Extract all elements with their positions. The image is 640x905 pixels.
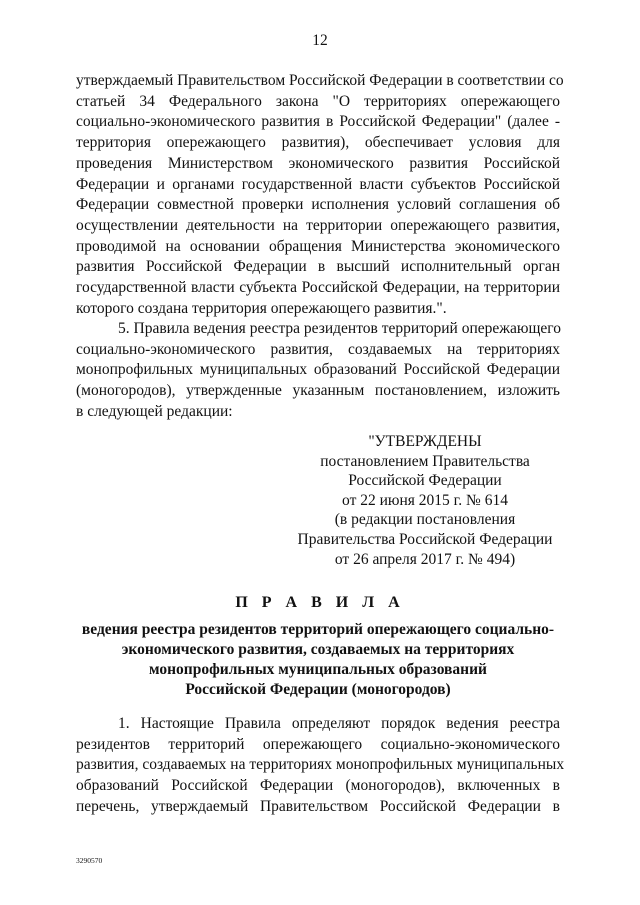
text-line: государственной власти субъекта Российской Федерации, на территории (76, 279, 560, 297)
text-line: в следующей редакции: (76, 402, 233, 420)
approval-line: от 26 апреля 2017 г. № 494) (334, 550, 516, 568)
text-line: образований Российской Федерации (моногородов), включенных в (76, 777, 560, 795)
text-line: развития, создаваемых на территориях монопрофильных муниципальных (76, 756, 565, 774)
text-line: 1. Настоящие Правила определяют порядок ведения реестра (118, 715, 560, 732)
text-line: территория опережающего развития), обеспечивает условия для (76, 134, 560, 152)
text-line: 5. Правила ведения реестра резидентов территорий опережающего (118, 320, 561, 337)
text-line: резидентов территорий опережающего социально-экономического (76, 735, 560, 753)
text-line: которого создана территория опережающего развития.". (76, 299, 447, 317)
text-line: проведения Министерством экономического развития Российской (76, 154, 560, 172)
approval-line: постановлением Правительства (320, 452, 530, 470)
approval-line: (в редакции постановления (334, 511, 516, 529)
paragraph-1 (76, 714, 565, 818)
text-line: статьей 34 Федерального закона "О территориях опережающего (76, 92, 560, 110)
text-line: Федерации и органами государственной власти субъектов Российской (76, 175, 560, 193)
subtitle-line: ведения реестра резидентов территорий опережающего социально- (81, 621, 555, 638)
text-line: социально-экономического развития, создаваемых на территориях (76, 340, 560, 358)
approval-line: Правительства Российской Федерации (297, 530, 553, 548)
text-line: развития Российской Федерации в высший исполнительный орган (76, 258, 560, 276)
paragraph-5 (76, 319, 560, 423)
page-number: 12 (312, 32, 328, 49)
document-title: П Р А В И Л А (235, 594, 405, 611)
text-line: социально-экономического развития в Российской Федерации" (далее - (76, 113, 560, 131)
text-line: проводимой на основании обращения Министерства экономического (76, 237, 560, 255)
subtitle-line: экономического развития, создаваемых на территориях (121, 641, 515, 658)
subtitle-line: монопрофильных муниципальных образований (149, 661, 487, 678)
document-subtitle (76, 620, 560, 700)
approval-stamp (290, 432, 560, 569)
subtitle-line: Российской Федерации (моногородов) (185, 681, 451, 698)
approval-line: от 22 июня 2015 г. № 614 (342, 491, 508, 509)
text-line: монопрофильных муниципальных образований Российской Федерации (76, 361, 560, 379)
text-line: (моногородов), утвержденные указанным постановлением, изложить (76, 382, 560, 400)
approval-line: Российской Федерации (348, 472, 502, 490)
text-line: Федерации совместной проверки исполнения условий соглашения об (76, 196, 560, 214)
text-line: утверждаемый Правительством Российской Федерации в соответствии со (76, 72, 564, 89)
text-line: перечень, утверждаемый Правительством Российской Федерации в (76, 797, 560, 815)
text-line: осуществлении деятельности на территории опережающего развития, (76, 216, 560, 234)
document-code: 3290570 (76, 856, 103, 865)
continuation-paragraph (76, 71, 564, 319)
approval-line: "УТВЕРЖДЕНЫ (368, 433, 482, 450)
